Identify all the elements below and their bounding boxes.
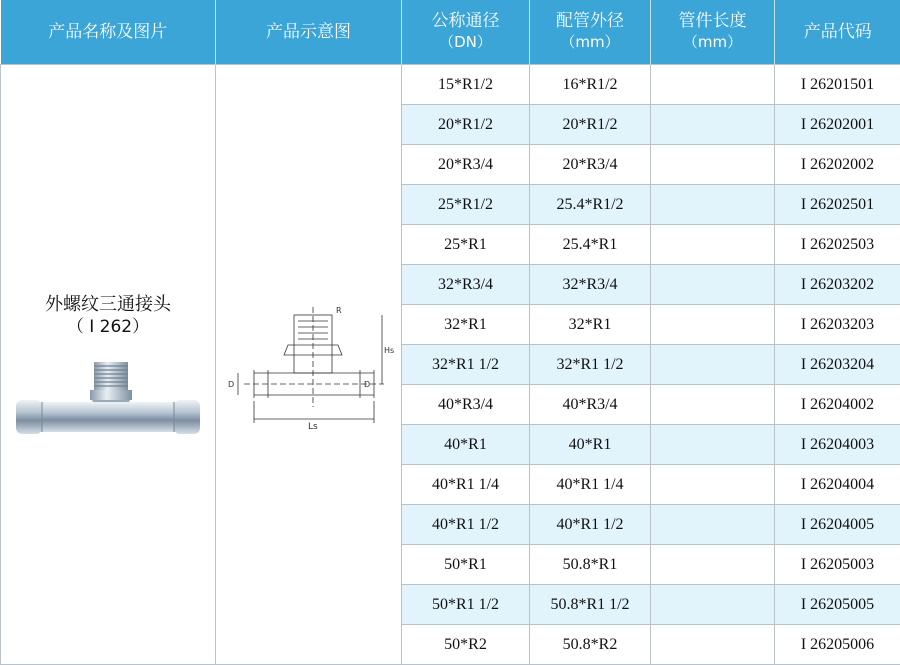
cell-dn: 25*R1/2 — [402, 185, 530, 225]
cell-dn: 50*R1 1/2 — [402, 585, 530, 625]
cell-dn: 25*R1 — [402, 225, 530, 265]
cell-od: 40*R3/4 — [530, 385, 651, 425]
header-row — [1, 0, 900, 65]
cell-length — [651, 105, 775, 145]
cell-code: I 26202503 — [775, 225, 900, 265]
cell-code: I 26202001 — [775, 105, 900, 145]
cell-code: I 26202501 — [775, 185, 900, 225]
cell-dn: 20*R1/2 — [402, 105, 530, 145]
header-code — [775, 0, 900, 65]
cell-dn: 40*R3/4 — [402, 385, 530, 425]
cell-length — [651, 585, 775, 625]
cell-code: I 26203203 — [775, 305, 900, 345]
cell-od: 50.8*R2 — [530, 625, 651, 665]
cell-od: 25.4*R1 — [530, 225, 651, 265]
cell-code: I 26204005 — [775, 505, 900, 545]
cell-od: 40*R1 — [530, 425, 651, 465]
header-dn — [402, 0, 530, 65]
cell-od: 20*R1/2 — [530, 105, 651, 145]
product-series-code: （ I 262） — [66, 316, 150, 337]
header-name — [1, 0, 216, 65]
cell-od: 20*R3/4 — [530, 145, 651, 185]
header-length-label: 管件长度 — [678, 11, 747, 31]
cell-dn: 50*R2 — [402, 625, 530, 665]
cell-od: 32*R3/4 — [530, 265, 651, 305]
cell-length — [651, 65, 775, 105]
cell-dn: 40*R1 1/4 — [402, 465, 530, 505]
header-code-label: 产品代码 — [803, 21, 872, 42]
product-cell — [1, 65, 216, 665]
cell-length — [651, 305, 775, 345]
cell-dn: 50*R1 — [402, 545, 530, 585]
header-dn-label: 公称通径 — [431, 11, 500, 31]
cell-dn: 32*R1 — [402, 305, 530, 345]
header-od-unit: （mm） — [560, 33, 620, 51]
cell-dn: 32*R3/4 — [402, 265, 530, 305]
header-length-unit: （mm） — [682, 33, 743, 51]
cell-length — [651, 425, 775, 465]
drawing-label-diameter-right: D — [363, 379, 370, 389]
header-name-label: 产品名称及图片 — [48, 21, 168, 42]
cell-code: I 26202002 — [775, 145, 900, 185]
cell-length — [651, 265, 775, 305]
header-od — [530, 0, 651, 65]
cell-od: 32*R1 1/2 — [530, 345, 651, 385]
cell-od: 16*R1/2 — [530, 65, 651, 105]
cell-length — [651, 345, 775, 385]
diagram-cell — [216, 65, 402, 665]
cell-od: 25.4*R1/2 — [530, 185, 651, 225]
table-row — [1, 65, 900, 105]
cell-dn: 32*R1 1/2 — [402, 345, 530, 385]
product-name: 外螺纹三通接头 — [45, 293, 171, 315]
cell-code: I 26204003 — [775, 425, 900, 465]
cell-od: 50.8*R1 — [530, 545, 651, 585]
cell-od: 40*R1 1/2 — [530, 505, 651, 545]
cell-length — [651, 465, 775, 505]
cell-code: I 26205006 — [775, 625, 900, 665]
cell-length — [651, 145, 775, 185]
cell-code: I 26203202 — [775, 265, 900, 305]
cell-length — [651, 545, 775, 585]
male-thread-tee-photo-icon — [8, 352, 208, 436]
cell-dn: 15*R1/2 — [402, 65, 530, 105]
header-od-label: 配管外径 — [556, 11, 624, 31]
cell-length — [651, 625, 775, 665]
cell-length — [651, 185, 775, 225]
cell-code: I 26201501 — [775, 65, 900, 105]
tee-technical-drawing-icon — [224, 295, 394, 435]
cell-od: 32*R1 — [530, 305, 651, 345]
cell-length — [651, 225, 775, 265]
drawing-label-thread: R — [335, 305, 342, 315]
cell-dn: 40*R1 1/2 — [402, 505, 530, 545]
header-diagram-label: 产品示意图 — [266, 21, 351, 42]
cell-code: I 26203204 — [775, 345, 900, 385]
drawing-label-diameter-left: D — [227, 379, 234, 389]
cell-code: I 26205005 — [775, 585, 900, 625]
drawing-label-height: Hs — [383, 345, 394, 355]
cell-dn: 20*R3/4 — [402, 145, 530, 185]
cell-code: I 26205003 — [775, 545, 900, 585]
cell-code: I 26204002 — [775, 385, 900, 425]
cell-code: I 26204004 — [775, 465, 900, 505]
cell-od: 50.8*R1 1/2 — [530, 585, 651, 625]
header-length — [651, 0, 775, 65]
header-dn-unit: （DN） — [439, 33, 492, 51]
drawing-label-length: Ls — [307, 421, 318, 432]
cell-od: 40*R1 1/4 — [530, 465, 651, 505]
cell-length — [651, 385, 775, 425]
cell-length — [651, 505, 775, 545]
header-diagram — [216, 0, 402, 65]
cell-dn: 40*R1 — [402, 425, 530, 465]
